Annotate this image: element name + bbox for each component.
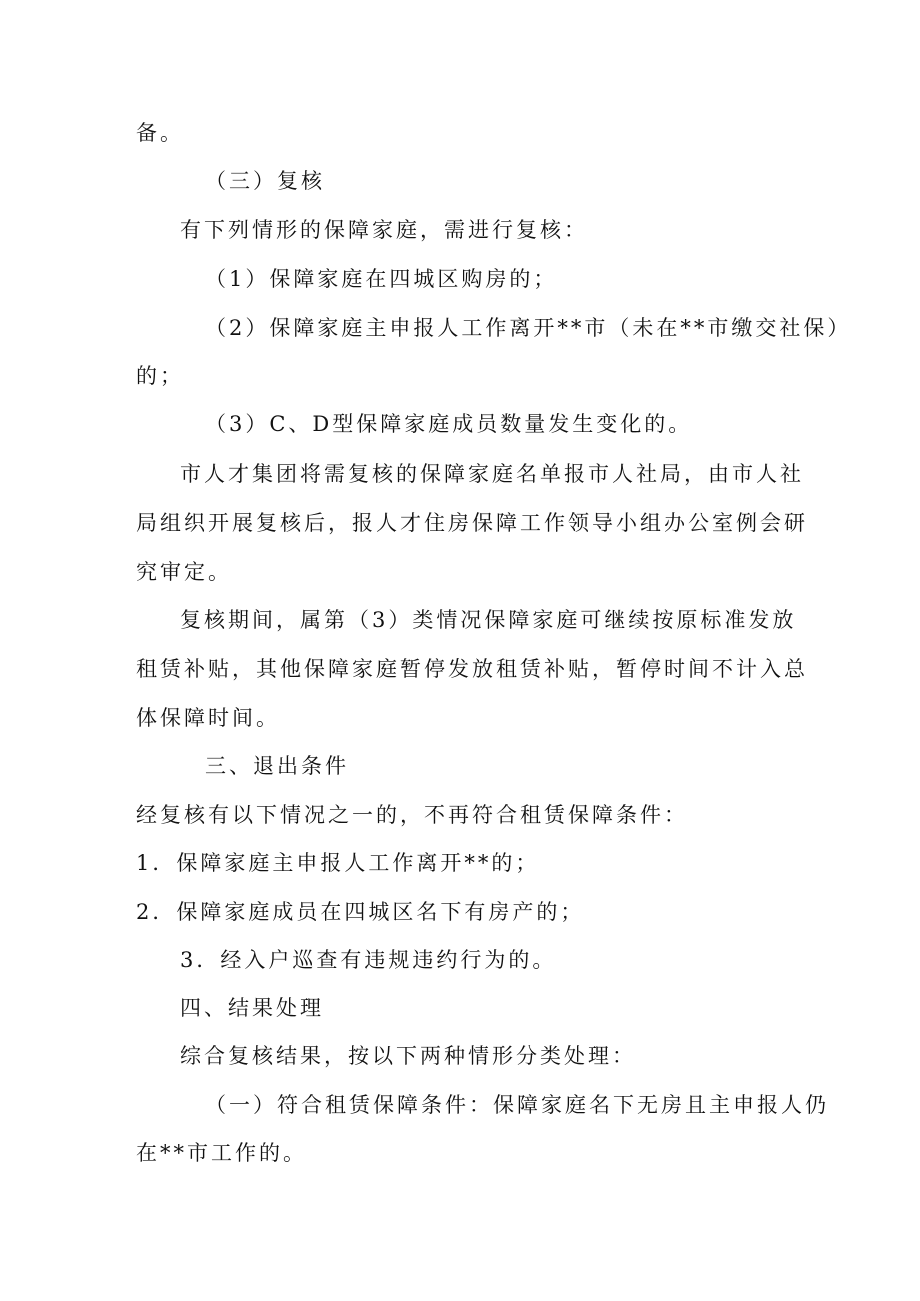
text-line: 究审定。 xyxy=(136,560,232,584)
section-heading: 三、退出条件 xyxy=(205,754,349,778)
list-item: 1．保障家庭主申报人工作离开**的； xyxy=(136,851,540,875)
text-line: 在**市工作的。 xyxy=(136,1141,307,1165)
text-line: 复核期间，属第（3）类情况保障家庭可继续按原标准发放 xyxy=(180,608,797,632)
text-line: 局组织开展复核后，报人才住房保障工作领导小组办公室例会研 xyxy=(136,511,808,535)
text-line: 经复核有以下情况之一的，不再符合租赁保障条件： xyxy=(136,803,688,827)
text-line: （一）符合租赁保障条件：保障家庭名下无房且主申报人仍 xyxy=(205,1093,829,1117)
list-item: （2）保障家庭主申报人工作离开**市（未在**市缴交社保） xyxy=(205,316,852,340)
list-item: （3）C、D型保障家庭成员数量发生变化的。 xyxy=(205,412,693,436)
text-line: 租赁补贴，其他保障家庭暂停发放租赁补贴，暂停时间不计入总 xyxy=(136,657,808,681)
subsection-heading: （三）复核 xyxy=(205,169,325,193)
text-line: 的； xyxy=(136,364,184,388)
text-line: 备。 xyxy=(136,121,184,145)
section-heading: 四、结果处理 xyxy=(180,996,324,1020)
list-item: 3．经入户巡查有违规违约行为的。 xyxy=(180,948,557,972)
text-line: 体保障时间。 xyxy=(136,706,280,730)
list-item: （1）保障家庭在四城区购房的； xyxy=(205,267,558,291)
text-line: 综合复核结果，按以下两种情形分类处理： xyxy=(180,1044,636,1068)
text-line: 有下列情形的保障家庭，需进行复核： xyxy=(180,218,588,242)
list-item: 2．保障家庭成员在四城区名下有房产的； xyxy=(136,900,585,924)
text-line: 市人才集团将需复核的保障家庭名单报市人社局，由市人社 xyxy=(180,462,804,486)
